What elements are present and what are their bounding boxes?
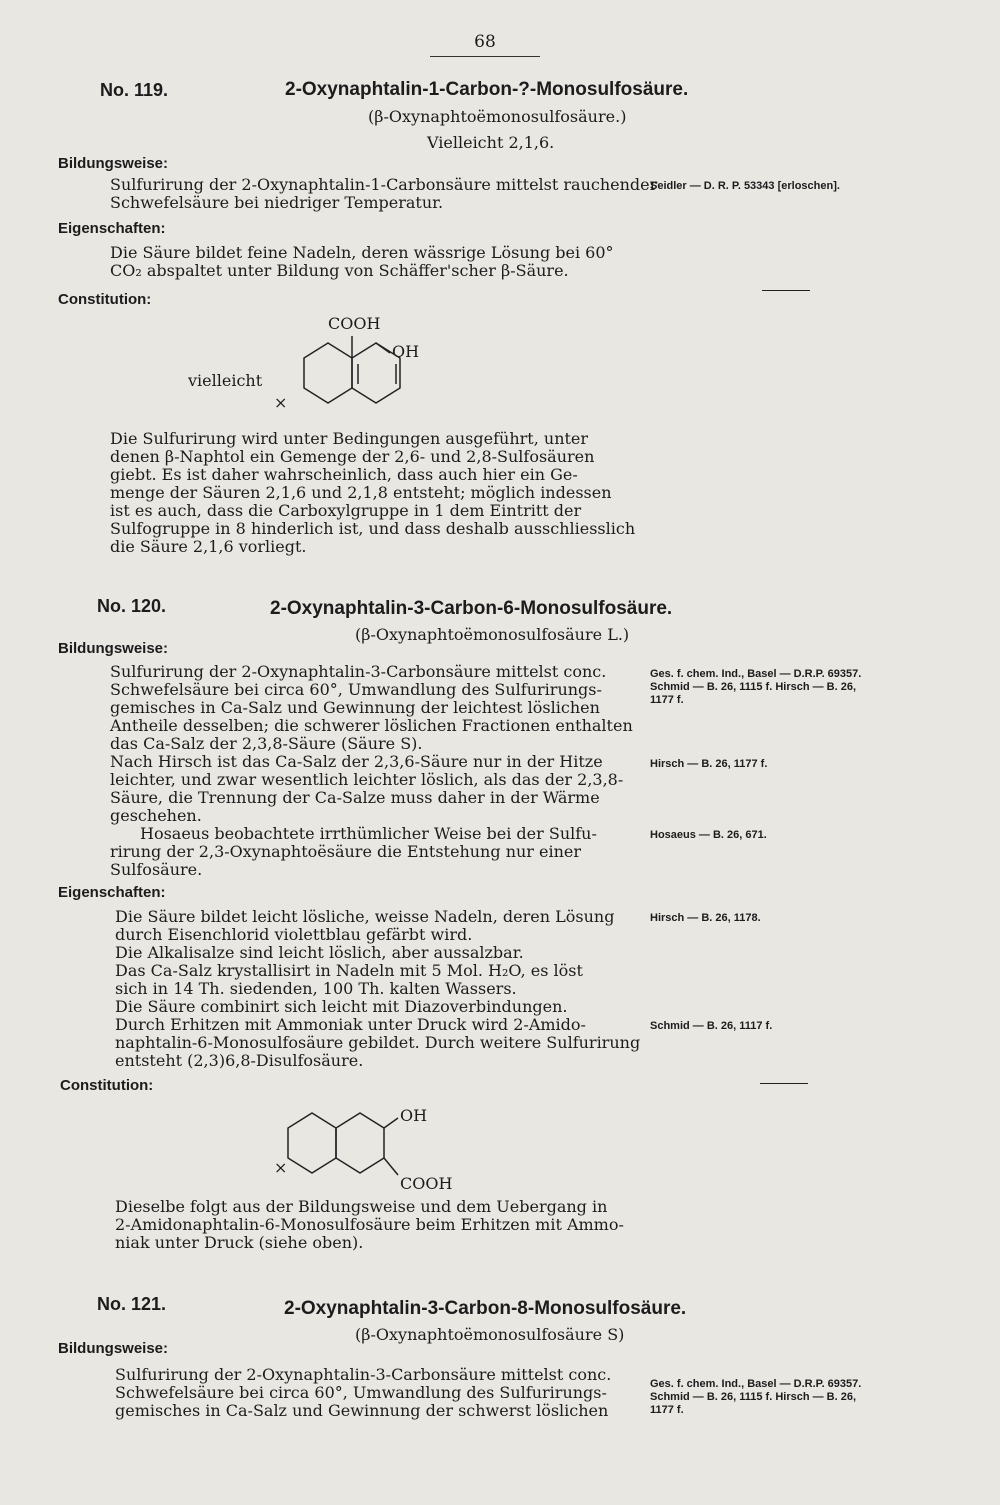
text-line: gemisches in Ca-Salz und Gewinnung der schwerst löslichen: [115, 1401, 609, 1420]
text-line: Nach Hirsch ist das Ca-Salz der 2,3,6-Säure nur in der Hitze: [110, 752, 603, 771]
entry-subtitle: (β-Oxynaphtoëmonosulfosäure.): [368, 107, 627, 126]
reference-block: [650, 668, 861, 707]
structure-prefix: vielleicht: [188, 371, 263, 390]
reference-block: [650, 1378, 861, 1417]
section-label-constitution: Constitution:: [58, 291, 152, 308]
text-line: leichter, und zwar wesentlich leichter löslich, als das der 2,3,8-: [110, 770, 624, 789]
entry-title: 2-Oxynaphtalin-3-Carbon-6-Monosulfosäure.: [270, 598, 673, 619]
entry-subtitle: (β-Oxynaphtoëmonosulfosäure S): [355, 1325, 625, 1344]
structural-formula-119: [180, 308, 440, 423]
reference: Ges. f. chem. Ind., Basel — D.R.P. 69357.: [650, 668, 862, 680]
bildungsweise-text: [110, 663, 633, 879]
entry-number: No. 119.: [100, 80, 169, 100]
text-line: das Ca-Salz der 2,3,8-Säure (Säure S).: [110, 734, 423, 753]
text-line: geschehen.: [110, 806, 202, 825]
text-line: gemisches in Ca-Salz und Gewinnung der leichtest löslichen: [110, 698, 600, 717]
entry-number: No. 120.: [97, 596, 167, 616]
section-label-bildungsweise: Bildungsweise:: [58, 1340, 169, 1357]
naphthalene-rings: [288, 1113, 398, 1175]
eigenschaften-text: [115, 908, 640, 1070]
reference: Ges. f. chem. Ind., Basel — D.R.P. 69357.: [650, 1378, 862, 1390]
text-line: Die Säure bildet leicht lösliche, weisse Nadeln, deren Lösung: [115, 907, 615, 926]
discussion-text: [110, 430, 635, 556]
text-line: Antheile desselben; die schwerer löslichen Fractionen enthalten: [110, 716, 633, 735]
reference: Hirsch — B. 26, 1178.: [650, 912, 761, 924]
text-line: Sulfosäure.: [110, 860, 203, 879]
entry-subtitle: (β-Oxynaphtoëmonosulfosäure L.): [355, 625, 630, 644]
text-line: durch Eisenchlorid violettblau gefärbt wird.: [115, 925, 473, 944]
group-oh: OH: [392, 342, 420, 361]
eigenschaften-text: [110, 244, 614, 280]
text-line: Dieselbe folgt aus der Bildungsweise und dem Uebergang in: [115, 1197, 608, 1216]
text-line: Schwefelsäure bei circa 60°, Umwandlung des Sulfurirungs-: [110, 680, 602, 699]
text-line: Die Alkalisalze sind leicht löslich, aber aussalzbar.: [115, 943, 524, 962]
text-line: niak unter Druck (siehe oben).: [115, 1233, 364, 1252]
naphthalene-rings: [304, 336, 400, 403]
section-label-constitution: Constitution:: [60, 1077, 154, 1094]
text-line: Hosaeus beobachtete irrthümlicher Weise bei der Sulfu-: [140, 824, 597, 843]
reference: Schmid — B. 26, 1115 f. Hirsch — B. 26,: [650, 1391, 857, 1403]
text-line: sich in 14 Th. siedenden, 100 Th. kalten Wassers.: [115, 979, 517, 998]
divider: [762, 290, 810, 291]
text-line: Durch Erhitzen mit Ammoniak unter Druck wird 2-Amido-: [115, 1015, 586, 1034]
text-line: giebt. Es ist daher wahrscheinlich, dass auch hier ein Ge-: [110, 465, 578, 484]
reference: 1177 f.: [650, 1404, 684, 1416]
bildungsweise-text: [110, 176, 657, 212]
section-label-bildungsweise: Bildungsweise:: [58, 155, 169, 172]
text-line: CO₂ abspaltet unter Bildung von Schäffer'scher β-Säure.: [110, 261, 569, 280]
reference: Schmid — B. 26, 1115 f. Hirsch — B. 26,: [650, 681, 857, 693]
page-number-rule: [430, 56, 540, 57]
text-line: rirung der 2,3-Oxynaphtoësäure die Entstehung nur einer: [110, 842, 582, 861]
text-line: Sulfogruppe in 8 hinderlich ist, und dass deshalb ausschliesslich: [110, 519, 636, 538]
text-line: Sulfurirung der 2-Oxynaphtalin-3-Carbonsäure mittelst conc.: [115, 1365, 612, 1384]
structural-formula-120: [260, 1095, 460, 1205]
entry-number: No. 121.: [97, 1294, 167, 1314]
text-line: Die Säure bildet feine Nadeln, deren wässrige Lösung bei 60°: [110, 243, 614, 262]
text-line: Sulfurirung der 2-Oxynaphtalin-1-Carbonsäure mittelst rauchender: [110, 175, 658, 194]
reference: Schmid — B. 26, 1117 f.: [650, 1020, 773, 1032]
text-line: entsteht (2,3)6,8-Disulfosäure.: [115, 1051, 364, 1070]
text-line: Die Säure combinirt sich leicht mit Diazoverbindungen.: [115, 997, 568, 1016]
section-label-eigenschaften: Eigenschaften:: [58, 220, 166, 237]
entry-subtitle-2: Vielleicht 2,1,6.: [427, 133, 555, 152]
entry-title: 2-Oxynaphtalin-3-Carbon-8-Monosulfosäure.: [284, 1298, 687, 1319]
reference: Hosaeus — B. 26, 671.: [650, 829, 767, 841]
text-line: menge der Säuren 2,1,6 und 2,1,8 entsteht; möglich indessen: [110, 483, 612, 502]
reference: 1177 f.: [650, 694, 684, 706]
section-label-bildungsweise: Bildungsweise:: [58, 640, 169, 657]
text-line: die Säure 2,1,6 vorliegt.: [110, 537, 307, 556]
page-number: 68: [474, 32, 496, 52]
position-mark: ×: [274, 393, 288, 412]
discussion-text: [115, 1198, 624, 1252]
reference: Seidler — D. R. P. 53343 [erloschen].: [650, 180, 840, 192]
text-line: 2-Amidonaphtalin-6-Monosulfosäure beim Erhitzen mit Ammo-: [115, 1215, 624, 1234]
divider: [760, 1083, 808, 1084]
text-line: denen β-Naphtol ein Gemenge der 2,6- und 2,8-Sulfosäuren: [110, 447, 595, 466]
group-oh: OH: [400, 1106, 428, 1125]
section-label-eigenschaften: Eigenschaften:: [58, 884, 166, 901]
reference: Hirsch — B. 26, 1177 f.: [650, 758, 768, 770]
entry-title: 2-Oxynaphtalin-1-Carbon-?-Monosulfosäure.: [285, 79, 689, 100]
text-line: Die Sulfurirung wird unter Bedingungen ausgeführt, unter: [110, 429, 589, 448]
text-line: Schwefelsäure bei circa 60°, Umwandlung des Sulfurirungs-: [115, 1383, 607, 1402]
position-mark: ×: [274, 1158, 288, 1177]
text-line: ist es auch, dass die Carboxylgruppe in 1 dem Eintritt der: [110, 501, 582, 520]
text-line: Das Ca-Salz krystallisirt in Nadeln mit 5 Mol. H₂O, es löst: [115, 961, 583, 980]
text-line: Sulfurirung der 2-Oxynaphtalin-3-Carbonsäure mittelst conc.: [110, 662, 607, 681]
group-cooh: COOH: [400, 1174, 453, 1193]
text-line: Säure, die Trennung der Ca-Salze muss daher in der Wärme: [110, 788, 600, 807]
text-line: Schwefelsäure bei niedriger Temperatur.: [110, 193, 444, 212]
bildungsweise-text: [115, 1366, 611, 1420]
text-line: naphtalin-6-Monosulfosäure gebildet. Durch weitere Sulfurirung: [115, 1033, 641, 1052]
group-cooh: COOH: [328, 314, 381, 333]
